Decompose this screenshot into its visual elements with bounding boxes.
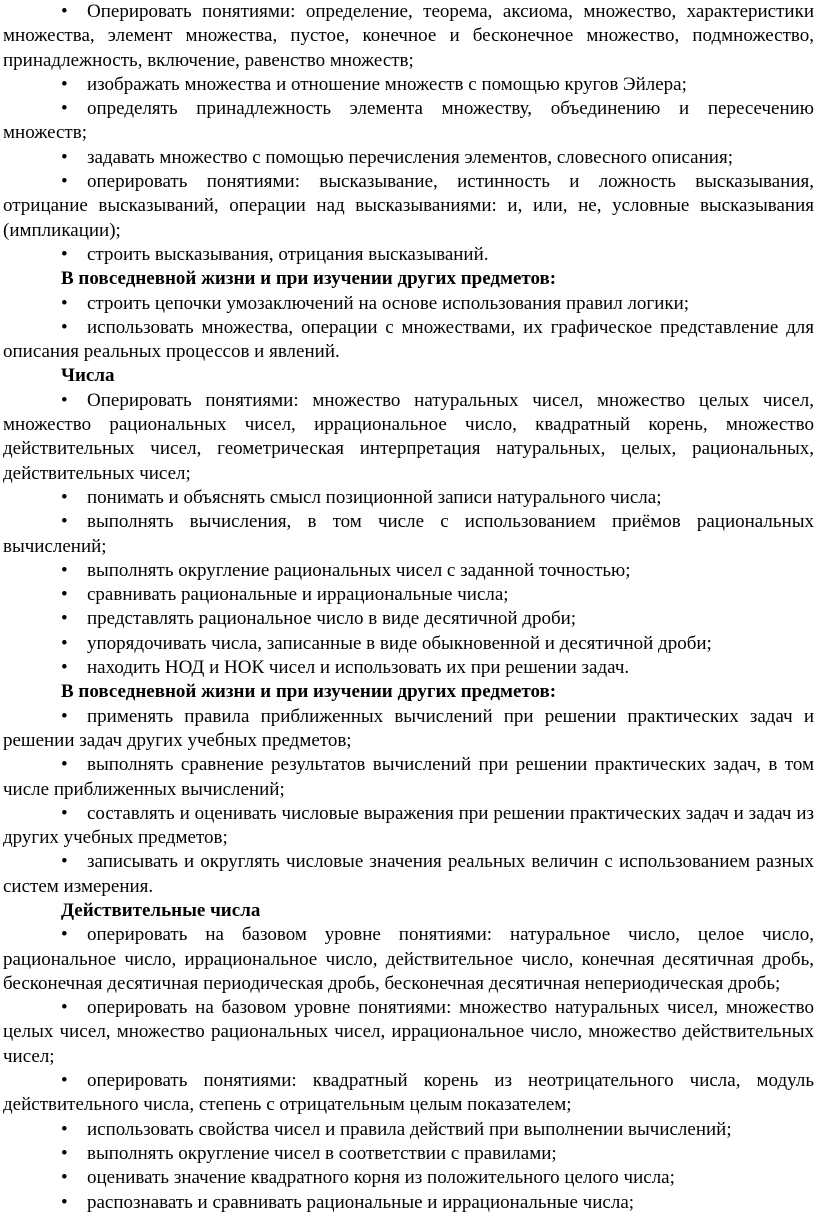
list-item-text: использовать свойства чисел и правила действий при выполнении вычислений; (87, 1118, 732, 1140)
list-item-text: использовать множества, операции с множествами, их графическое представление для описания реальных процессов и явлений. (3, 316, 814, 363)
list-item (3, 1166, 814, 1190)
bullet-marker: • (61, 608, 68, 630)
list-item-text: выполнять округление чисел в соответствии с правилами; (87, 1142, 557, 1164)
list-item (3, 1142, 814, 1166)
list-item (3, 559, 814, 583)
list-item (3, 607, 814, 631)
list-item-text: Оперировать понятиями: определение, теорема, аксиома, множество, характеристики множества, элемент множества, пустое, конечное и бесконечное множество, подмножество, принадлежность, включение, равенство множеств; (3, 1, 814, 71)
bullet-marker: • (61, 924, 68, 946)
bullet-marker: • (61, 705, 68, 727)
list-item-text: строить высказывания, отрицания высказываний. (87, 243, 489, 265)
bullet-marker: • (61, 657, 68, 679)
bullet-marker: • (61, 1, 68, 22)
list-item-text: оперировать понятиями: квадратный корень из неотрицательного числа, модуль действительного числа, степень с отрицательным целым показателем; (3, 1070, 814, 1116)
list-item (3, 292, 814, 316)
list-item-text: Оперировать понятиями: множество натуральных чисел, множество целых чисел, множество рациональных чисел, иррациональное число, квадратный корень, множество действительных чисел, геометрическая интерпретация натуральных, целых, рациональных, действительных чисел; (3, 389, 814, 484)
list-item (3, 510, 814, 559)
bullet-marker: • (61, 851, 68, 873)
list-item-text: понимать и объяснять смысл позиционной записи натурального числа; (87, 486, 662, 508)
list-item-text: оценивать значение квадратного корня из положительного целого числа; (87, 1167, 675, 1189)
list-item-text: задавать множество с помощью перечисления элементов, словесного описания; (87, 146, 733, 168)
bullet-marker: • (61, 292, 68, 314)
bullet-marker: • (61, 171, 68, 193)
list-item-text: выполнять округление рациональных чисел с заданной точностью; (87, 559, 631, 581)
list-item (3, 486, 814, 510)
list-item (3, 0, 814, 73)
list-item-text: представлять рациональное число в виде десятичной дроби; (87, 608, 577, 630)
bullet-marker: • (61, 584, 68, 606)
bullet-marker: • (61, 632, 68, 654)
bullet-marker: • (61, 511, 68, 533)
bullet-marker: • (61, 559, 68, 581)
list-item (3, 705, 814, 754)
list-item (3, 1191, 814, 1215)
list-item (3, 850, 814, 899)
list-item (3, 73, 814, 97)
section-heading: Числа (61, 365, 115, 387)
list-item (3, 97, 814, 146)
list-item-text: строить цепочки умозаключений на основе использования правил логики; (87, 292, 690, 314)
list-item (3, 802, 814, 851)
bullet-marker: • (61, 754, 68, 776)
list-item (3, 996, 814, 1069)
list-item-text: распознавать и сравнивать рациональные и иррациональные числа; (87, 1191, 635, 1213)
list-item-text: составлять и оценивать числовые выражения при решении практических задач и задач из других учебных предметов; (3, 802, 814, 849)
list-item-text: записывать и округлять числовые значения реальных величин с использованием разных систем измерения. (3, 851, 814, 897)
bullet-marker: • (61, 98, 68, 120)
list-item (3, 656, 814, 680)
section-heading: В повседневной жизни и при изучении других предметов: (61, 268, 557, 290)
list-item (3, 389, 814, 486)
list-item-text: упорядочивать числа, записанные в виде обыкновенной и десятичной дроби; (87, 632, 712, 654)
bullet-marker: • (61, 1070, 68, 1092)
list-item-text: находить НОД и НОК чисел и использовать их при решении задач. (87, 657, 630, 679)
list-item-text: оперировать на базовом уровне понятиями: натуральное число, целое число, рациональное число, иррациональное число, действительное число, конечная десятичная дробь, бесконечная десятичная периодическая дробь, бесконечная десятичная непериодическая дробь; (3, 924, 814, 994)
list-item-text: выполнять сравнение результатов вычислений при решении практических задач, в том числе приближенных вычислений; (3, 754, 814, 800)
bullet-marker: • (61, 1118, 68, 1140)
list-item (3, 243, 814, 267)
bullet-marker: • (61, 997, 68, 1019)
list-item (3, 170, 814, 243)
list-item (3, 923, 814, 996)
list-item-text: изображать множества и отношение множеств с помощью кругов Эйлера; (87, 73, 687, 95)
list-item (3, 753, 814, 802)
list-item-text: выполнять вычисления, в том числе с использованием приёмов рациональных вычислений; (3, 511, 814, 557)
list-item-text: определять принадлежность элемента множеству, объединению и пересечению множеств; (3, 98, 814, 144)
section-heading: В повседневной жизни и при изучении других предметов: (61, 681, 557, 703)
bullet-marker: • (61, 389, 68, 411)
list-item (3, 316, 814, 365)
list-item (3, 583, 814, 607)
list-item-text: оперировать понятиями: высказывание, истинность и ложность высказывания, отрицание высказываний, операции над высказываниями: и, или, не, условные высказывания (импликации); (3, 171, 814, 241)
section-heading: Действительные числа (61, 899, 261, 921)
list-item (3, 146, 814, 170)
list-item-text: оперировать на базовом уровне понятиями: множество натуральных чисел, множество целых чисел, множество рациональных чисел, иррациональное число, множество действительных чисел; (3, 997, 814, 1067)
list-item (3, 632, 814, 656)
list-item (3, 1118, 814, 1142)
list-item (3, 1069, 814, 1118)
list-item-text: сравнивать рациональные и иррациональные числа; (87, 584, 509, 606)
bullet-marker: • (61, 802, 68, 824)
bullet-marker: • (61, 146, 68, 168)
bullet-marker: • (61, 73, 68, 95)
bullet-marker: • (61, 1191, 68, 1213)
bullet-marker: • (61, 1142, 68, 1164)
bullet-marker: • (61, 243, 68, 265)
bullet-marker: • (61, 486, 68, 508)
bullet-marker: • (61, 316, 68, 338)
list-item-text: применять правила приближенных вычислений при решении практических задач и решении задач других учебных предметов; (3, 705, 814, 751)
bullet-marker: • (61, 1167, 68, 1189)
